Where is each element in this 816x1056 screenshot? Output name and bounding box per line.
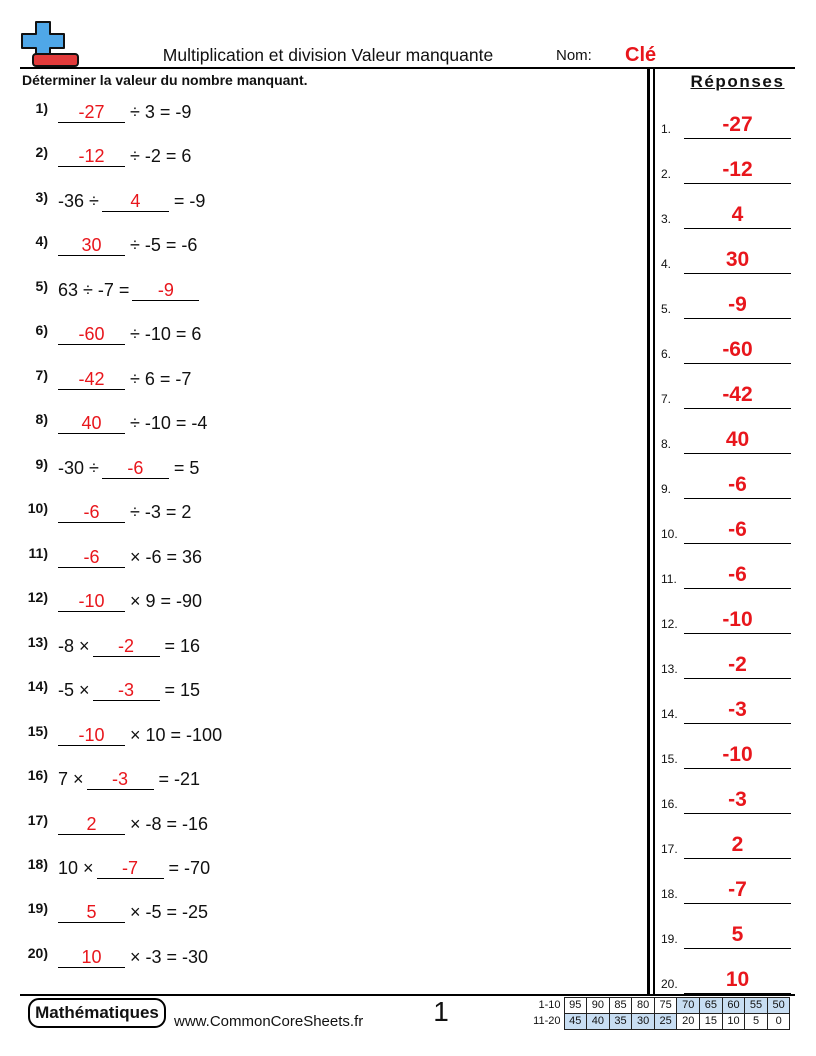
score-cell: 0 bbox=[767, 1014, 790, 1030]
page-number: 1 bbox=[433, 996, 449, 1027]
problem-equation bbox=[58, 145, 191, 167]
problem-row bbox=[0, 412, 640, 434]
answer-key-line bbox=[684, 453, 791, 454]
score-cell: 55 bbox=[745, 998, 768, 1014]
problem-right-side: × -6 = 36 bbox=[130, 546, 203, 567]
answer-key-number: 15. bbox=[661, 752, 678, 766]
problem-number: 7) bbox=[35, 366, 48, 383]
answer-key-number: 12. bbox=[661, 617, 678, 631]
problem-equation bbox=[58, 501, 191, 523]
problem-row bbox=[0, 679, 640, 701]
answer-key-number: 8. bbox=[661, 437, 672, 451]
score-cell: 90 bbox=[587, 998, 610, 1014]
problem-number: 1) bbox=[35, 100, 48, 116]
answer-key-value: -2 bbox=[728, 653, 747, 676]
score-cell: 70 bbox=[677, 998, 700, 1014]
answer-blank: 10 bbox=[58, 946, 125, 968]
score-row-label: 11-20 bbox=[533, 1015, 561, 1027]
problem-equation bbox=[58, 234, 197, 256]
answer-key-value: -6 bbox=[728, 473, 747, 496]
problem-equation bbox=[58, 635, 200, 657]
answer-key-line bbox=[684, 408, 791, 409]
answer-key-number: 14. bbox=[661, 707, 678, 721]
problem-row bbox=[0, 813, 640, 835]
website-url: www.CommonCoreSheets.fr bbox=[174, 1013, 364, 1030]
answer-key-line bbox=[684, 588, 791, 589]
problem-right-side: ÷ -3 = 2 bbox=[130, 502, 192, 523]
answer-blank: -6 bbox=[102, 457, 169, 479]
score-cell: 50 bbox=[767, 998, 790, 1014]
problem-left-term: 10 × bbox=[58, 857, 94, 878]
problem-left-term: 63 ÷ -7 = bbox=[58, 279, 130, 300]
score-cell: 5 bbox=[745, 1014, 768, 1030]
problem-equation bbox=[58, 724, 222, 746]
score-cell: 65 bbox=[700, 998, 723, 1014]
problem-number: 17) bbox=[27, 811, 48, 828]
answer-blank: 30 bbox=[58, 234, 125, 256]
problem-number: 12) bbox=[27, 589, 48, 606]
problem-row bbox=[0, 457, 640, 479]
problem-equation bbox=[58, 901, 208, 923]
answer-blank: 40 bbox=[58, 412, 125, 434]
problem-right-side: = 5 bbox=[173, 457, 200, 478]
answer-key-line bbox=[684, 183, 791, 184]
answers-heading: Réponses bbox=[690, 72, 785, 91]
answer-key-value: 5 bbox=[731, 923, 744, 946]
problem-right-side: ÷ -10 = 6 bbox=[130, 324, 202, 345]
header-divider bbox=[20, 67, 795, 69]
answer-key-value: -42 bbox=[722, 383, 753, 406]
answer-key-number: 5. bbox=[661, 302, 672, 316]
problem-left-term: 7 × bbox=[58, 769, 84, 790]
answer-key-value: 40 bbox=[725, 428, 750, 451]
answer-key-number: 18. bbox=[661, 887, 678, 901]
problem-right-side: = -9 bbox=[173, 190, 206, 211]
answer-key-number: 1. bbox=[661, 122, 672, 136]
problem-row bbox=[0, 768, 640, 790]
problem-row bbox=[0, 635, 640, 657]
answer-key-line bbox=[684, 138, 791, 139]
problem-equation bbox=[58, 101, 191, 123]
answer-blank: -27 bbox=[58, 101, 125, 123]
problem-equation bbox=[58, 857, 210, 879]
answer-blank: 2 bbox=[58, 813, 125, 835]
problem-equation bbox=[58, 946, 208, 968]
problem-right-side: ÷ -10 = -4 bbox=[130, 413, 208, 434]
score-row bbox=[526, 1014, 790, 1030]
problem-row bbox=[0, 724, 640, 746]
answer-blank: -60 bbox=[58, 323, 125, 345]
problem-row bbox=[0, 368, 640, 390]
answer-key-line bbox=[684, 723, 791, 724]
problem-number: 5) bbox=[35, 277, 48, 294]
problem-right-side: ÷ -5 = -6 bbox=[130, 235, 198, 256]
answer-key-value: -10 bbox=[722, 608, 753, 631]
answer-key-number: 4. bbox=[661, 257, 672, 271]
problem-row bbox=[0, 190, 640, 212]
problem-row bbox=[0, 101, 640, 123]
answer-key-number: 3. bbox=[661, 212, 672, 226]
answer-key-value: 30 bbox=[725, 248, 750, 271]
answer-key-value: -3 bbox=[728, 788, 747, 811]
problem-number: 8) bbox=[35, 411, 48, 428]
problem-left-term: -8 × bbox=[58, 635, 90, 656]
problem-number: 6) bbox=[35, 322, 48, 339]
name-label: Nom: bbox=[556, 47, 592, 64]
score-cell: 45 bbox=[564, 1014, 587, 1030]
problem-right-side: ÷ 3 = -9 bbox=[130, 102, 192, 122]
problem-number: 18) bbox=[27, 855, 48, 872]
problem-number: 11) bbox=[28, 544, 48, 561]
problem-equation bbox=[58, 323, 201, 345]
problem-row bbox=[0, 145, 640, 167]
answer-blank: -10 bbox=[58, 590, 125, 612]
answer-blank: 4 bbox=[102, 190, 169, 212]
answer-key-number: 17. bbox=[661, 842, 678, 856]
problem-right-side: × -3 = -30 bbox=[130, 946, 209, 967]
score-cell: 10 bbox=[722, 1014, 745, 1030]
answer-key-line bbox=[684, 903, 791, 904]
score-cell: 40 bbox=[587, 1014, 610, 1030]
column-divider bbox=[647, 68, 650, 995]
score-cell: 35 bbox=[609, 1014, 632, 1030]
score-cell: 95 bbox=[564, 998, 587, 1014]
problem-right-side: = -21 bbox=[158, 769, 201, 790]
answer-key-number: 19. bbox=[661, 932, 678, 946]
problem-equation bbox=[58, 412, 207, 434]
problem-equation bbox=[58, 546, 202, 568]
problem-number: 13) bbox=[27, 633, 48, 650]
problem-row bbox=[0, 946, 640, 968]
answer-key-line bbox=[684, 858, 791, 859]
problem-row bbox=[0, 279, 640, 301]
problem-number: 3) bbox=[35, 188, 48, 205]
answer-key-line bbox=[684, 318, 791, 319]
answer-key-value: -7 bbox=[728, 878, 747, 901]
answer-key-number: 9. bbox=[661, 482, 672, 496]
answer-key-line bbox=[684, 228, 791, 229]
problem-equation bbox=[58, 813, 208, 835]
problem-right-side: × 9 = -90 bbox=[130, 591, 203, 612]
answer-key-line bbox=[684, 678, 791, 679]
answer-key-line bbox=[684, 633, 791, 634]
problem-left-term: -30 ÷ bbox=[58, 457, 99, 478]
answer-key-number: 6. bbox=[661, 347, 672, 361]
problem-left-term: -5 × bbox=[58, 680, 90, 701]
score-table bbox=[526, 997, 790, 1030]
score-cell: 30 bbox=[632, 1014, 655, 1030]
problem-number: 9) bbox=[35, 455, 48, 472]
answer-key-line bbox=[684, 948, 791, 949]
problem-right-side: ÷ -2 = 6 bbox=[130, 146, 192, 167]
problem-number: 16) bbox=[27, 767, 48, 784]
problem-equation bbox=[58, 368, 191, 390]
problem-row bbox=[0, 546, 640, 568]
answer-blank: -9 bbox=[132, 279, 199, 301]
problem-row bbox=[0, 590, 640, 612]
answer-key-value: -60 bbox=[722, 338, 753, 361]
worksheet-title: Multiplication et division Valeur manquante bbox=[162, 45, 494, 65]
problem-row bbox=[0, 323, 640, 345]
answer-key-line bbox=[684, 363, 791, 364]
problem-equation bbox=[58, 190, 205, 212]
subject-badge: Mathématiques bbox=[28, 998, 166, 1028]
answer-blank: -42 bbox=[58, 368, 125, 390]
name-value: Clé bbox=[625, 44, 657, 66]
problem-equation bbox=[58, 679, 200, 701]
answer-key-value: -10 bbox=[722, 743, 753, 766]
problem-left-term: -36 ÷ bbox=[58, 190, 99, 211]
answer-key-number: 13. bbox=[661, 662, 678, 676]
problem-number: 19) bbox=[27, 900, 48, 917]
score-cell: 75 bbox=[654, 998, 677, 1014]
answer-blank: -2 bbox=[93, 635, 160, 657]
answer-key-number: 10. bbox=[661, 527, 678, 541]
problem-row bbox=[0, 234, 640, 256]
footer-divider bbox=[20, 994, 795, 996]
answer-blank: -6 bbox=[58, 546, 125, 568]
answer-blank: -10 bbox=[58, 724, 125, 746]
score-row-label: 1-10 bbox=[538, 999, 561, 1011]
plus-minus-logo-icon bbox=[16, 18, 86, 74]
score-cell: 80 bbox=[632, 998, 655, 1014]
problem-row bbox=[0, 901, 640, 923]
answer-key-value: -3 bbox=[728, 698, 747, 721]
problem-right-side: ÷ 6 = -7 bbox=[130, 368, 192, 389]
answer-key-number: 16. bbox=[661, 797, 678, 811]
problem-number: 15) bbox=[27, 722, 48, 739]
problem-right-side: × 10 = -100 bbox=[130, 724, 223, 745]
problem-row bbox=[0, 501, 640, 523]
answer-key-value: -6 bbox=[728, 563, 747, 586]
answer-key-value: -9 bbox=[728, 293, 747, 316]
problem-equation bbox=[58, 590, 202, 612]
answer-key-value: -27 bbox=[722, 113, 753, 136]
score-cell: 20 bbox=[677, 1014, 700, 1030]
answer-key-number: 7. bbox=[661, 392, 672, 406]
problem-equation bbox=[58, 457, 199, 479]
answer-key-value: 4 bbox=[731, 203, 744, 226]
column-divider bbox=[653, 68, 655, 995]
answer-blank: -6 bbox=[58, 501, 125, 523]
answer-key-line bbox=[684, 273, 791, 274]
problem-right-side: × -8 = -16 bbox=[130, 813, 209, 834]
instructions: Déterminer la valeur du nombre manquant. bbox=[22, 72, 308, 88]
problem-right-side: = 15 bbox=[164, 680, 201, 701]
answer-key-line bbox=[684, 498, 791, 499]
answer-blank: -7 bbox=[97, 857, 164, 879]
answer-key-number: 20. bbox=[661, 977, 678, 991]
answer-key-number: 2. bbox=[661, 167, 672, 181]
answer-blank: -3 bbox=[87, 768, 154, 790]
score-cell: 15 bbox=[700, 1014, 723, 1030]
answer-key-line bbox=[684, 768, 791, 769]
answer-key-value: -12 bbox=[722, 158, 753, 181]
problem-number: 10) bbox=[27, 500, 48, 517]
answer-blank: 5 bbox=[58, 901, 125, 923]
problem-number: 20) bbox=[27, 944, 48, 961]
problem-number: 2) bbox=[35, 144, 48, 161]
answer-key-number: 11. bbox=[661, 572, 677, 586]
problem-right-side: = 16 bbox=[164, 635, 201, 656]
answer-key-value: 2 bbox=[731, 833, 744, 856]
problem-row bbox=[0, 857, 640, 879]
score-cell: 85 bbox=[609, 998, 632, 1014]
problem-equation bbox=[58, 768, 200, 790]
answer-blank: -12 bbox=[58, 145, 125, 167]
problem-equation bbox=[58, 279, 199, 301]
answer-key-value: 10 bbox=[725, 968, 750, 991]
problem-right-side: × -5 = -25 bbox=[130, 902, 209, 923]
answer-key-value: -6 bbox=[728, 518, 747, 541]
problem-number: 14) bbox=[27, 678, 48, 695]
problem-right-side: = -70 bbox=[168, 857, 211, 878]
score-cell: 25 bbox=[654, 1014, 677, 1030]
score-cell: 60 bbox=[722, 998, 745, 1014]
problem-number: 4) bbox=[35, 233, 48, 250]
answer-key-line bbox=[684, 813, 791, 814]
score-row bbox=[526, 998, 790, 1014]
answer-key-line bbox=[684, 543, 791, 544]
answer-blank: -3 bbox=[93, 679, 160, 701]
